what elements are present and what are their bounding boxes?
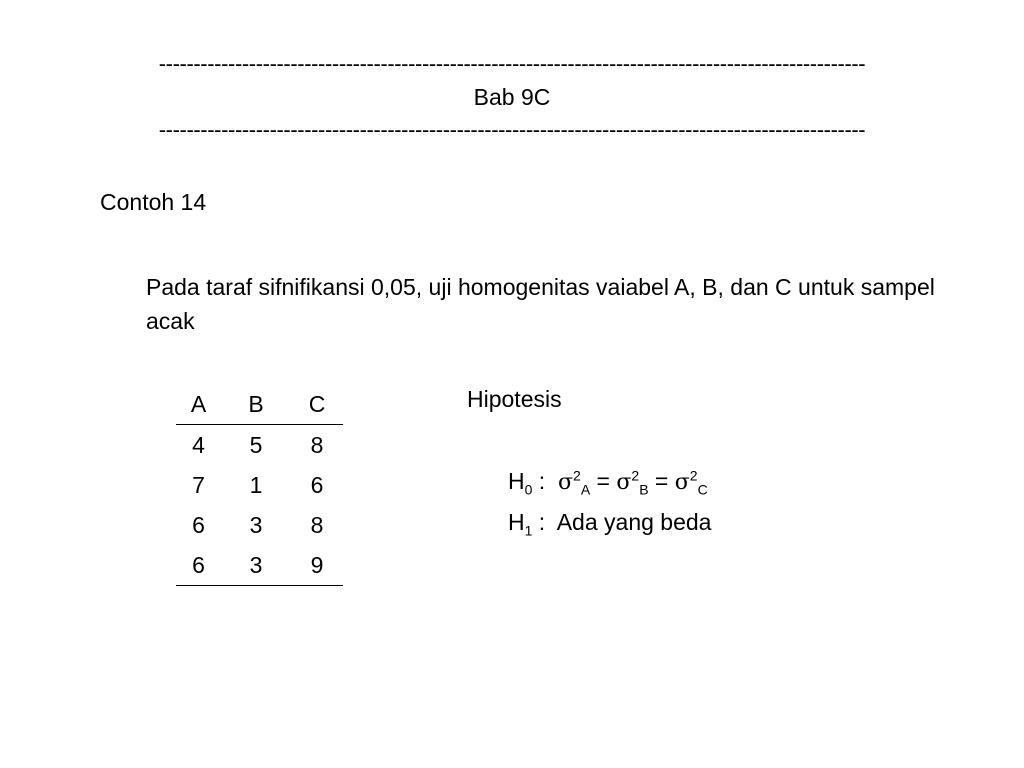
alternative-hypothesis	[508, 509, 712, 539]
table-cell: 8	[310, 431, 324, 458]
hypothesis-title: Hipotesis	[467, 386, 562, 412]
sigma-symbol: σ	[616, 470, 632, 495]
h1-colon: :	[532, 509, 557, 535]
table-row	[176, 425, 343, 466]
variance-subscript-c: C	[697, 481, 708, 498]
h0-colon: :	[532, 468, 558, 494]
table-row	[176, 545, 343, 586]
table-header-row	[176, 384, 343, 425]
header-dash-line-bottom: ------------------------------------------------------------------------------------------------------	[158, 118, 866, 142]
column-header-a: A	[176, 384, 221, 425]
table-cell: 6	[176, 545, 221, 586]
exponent: 2	[631, 467, 640, 484]
table-cell: 6	[310, 471, 324, 498]
table-row	[176, 505, 343, 545]
h0-label: H	[508, 468, 525, 494]
table-cell: 9	[291, 545, 343, 586]
example-title: Contoh 14	[100, 189, 207, 215]
table-cell: 3	[249, 511, 263, 538]
equals-sign: =	[648, 468, 675, 494]
table-cell: 1	[249, 471, 263, 498]
data-table	[176, 384, 343, 586]
table-cell: 6	[192, 511, 205, 538]
table-cell: 3	[221, 545, 291, 586]
h0-subscript: 0	[524, 481, 533, 498]
table-cell: 4	[192, 431, 205, 458]
sigma-symbol: σ	[674, 470, 690, 495]
h1-label: H	[508, 509, 525, 535]
h1-subscript: 1	[524, 522, 533, 539]
table-cell: 5	[249, 431, 263, 458]
column-header-b: B	[221, 384, 291, 425]
h1-text: Ada yang beda	[556, 509, 712, 535]
chapter-title: Bab 9C	[473, 84, 551, 110]
sigma-symbol: σ	[557, 470, 574, 495]
variance-subscript-b: B	[639, 481, 649, 498]
column-header-c: C	[291, 384, 343, 425]
equals-sign: =	[590, 468, 617, 494]
variance-subscript-a: A	[580, 481, 591, 498]
table-row	[176, 465, 343, 505]
null-hypothesis	[508, 467, 708, 498]
exponent: 2	[689, 467, 698, 484]
exponent: 2	[573, 467, 581, 484]
table-cell: 8	[310, 511, 324, 538]
header-dash-line-top: ------------------------------------------------------------------------------------------------------	[158, 52, 866, 76]
problem-statement: Pada taraf sifnifikansi 0,05, uji homogenitas vaiabel A, B, dan C untuk sampel acak	[146, 274, 935, 334]
table-cell: 7	[192, 471, 205, 498]
